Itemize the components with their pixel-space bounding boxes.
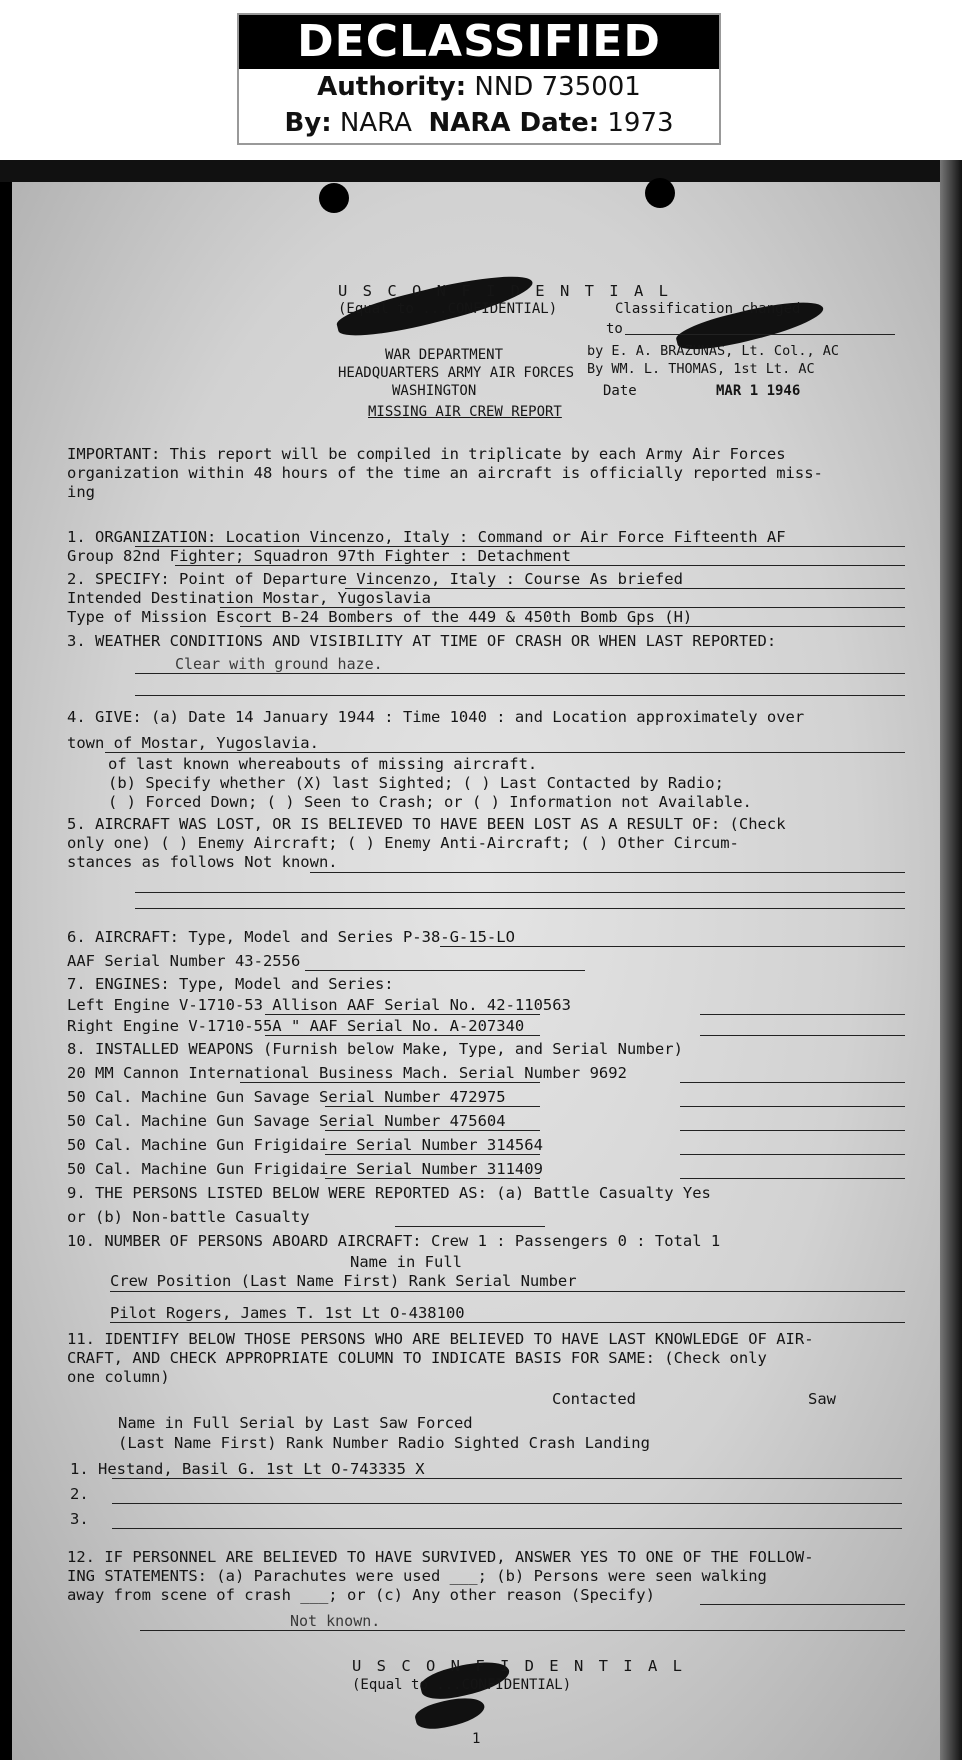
rule xyxy=(135,695,905,696)
item-2-departure: 2. SPECIFY: Point of Departure Vincenzo, Italy : Course As briefed xyxy=(67,570,683,588)
rule xyxy=(112,1478,902,1479)
item-12-statements: ING STATEMENTS: (a) Parachutes were used ___; (b) Persons were seen walking xyxy=(67,1567,767,1585)
rule xyxy=(240,1082,540,1083)
rule xyxy=(110,1322,905,1323)
weapon-mg-3: 50 Cal. Machine Gun Frigidaire Serial Number 314564 xyxy=(67,1136,543,1154)
rule xyxy=(265,1014,540,1015)
item-7-right-engine: Right Engine V-1710-55A " AAF Serial No. A-207340 xyxy=(67,1017,525,1035)
rule xyxy=(265,1035,540,1036)
weapon-mg-2: 50 Cal. Machine Gun Savage Serial Number 475604 xyxy=(67,1112,506,1130)
item-11-column: one column) xyxy=(67,1368,170,1386)
important-line-2: organization within 48 hours of the time an aircraft is officially reported miss- xyxy=(67,464,823,482)
item-12-other: away from scene of crash ___; or (c) Any other reason (Specify) xyxy=(67,1586,655,1604)
declassified-stamp xyxy=(237,13,721,145)
weapon-mg-4: 50 Cal. Machine Gun Frigidaire Serial Number 311409 xyxy=(67,1160,543,1178)
report-title: MISSING AIR CREW REPORT xyxy=(368,404,562,420)
crew-header-row: Crew Position (Last Name First) Rank Serial Number xyxy=(110,1272,577,1290)
stamp-by: By: NARA NARA Date: 1973 xyxy=(284,108,674,138)
item-11-identify: 11. IDENTIFY BELOW THOSE PERSONS WHO ARE BELIEVED TO HAVE LAST KNOWLEDGE OF AIR- xyxy=(67,1330,814,1348)
rule xyxy=(175,565,905,566)
crew-row-pilot: Pilot Rogers, James T. 1st Lt O-438100 xyxy=(110,1304,465,1322)
weapon-mg-1: 50 Cal. Machine Gun Savage Serial Number 472975 xyxy=(67,1088,506,1106)
classification-to: to xyxy=(606,321,623,337)
important-line-1: IMPORTANT: This report will be compiled in triplicate by each Army Air Forces xyxy=(67,445,786,463)
stamp-title: DECLASSIFIED xyxy=(239,15,719,69)
item-12-survived: 12. IF PERSONNEL ARE BELIEVED TO HAVE SURVIVED, ANSWER YES TO ONE OF THE FOLLOW- xyxy=(67,1548,814,1566)
rule xyxy=(110,1291,905,1292)
item-4-options: ( ) Forced Down; ( ) Seen to Crash; or ( ) Information not Available. xyxy=(108,793,752,811)
rule xyxy=(105,752,905,753)
item-5-circumstances: stances as follows Not known. xyxy=(67,853,338,871)
item-6-serial: AAF Serial Number 43-2556 xyxy=(67,952,301,970)
item-11-check: CRAFT, AND CHECK APPROPRIATE COLUMN TO INDICATE BASIS FOR SAME: (Check only xyxy=(67,1349,767,1367)
item-5-cause: 5. AIRCRAFT WAS LOST, OR IS BELIEVED TO HAVE BEEN LOST AS A RESULT OF: (Check xyxy=(67,815,786,833)
item-7-engines: 7. ENGINES: Type, Model and Series: xyxy=(67,975,394,993)
item-12-value: Not known. xyxy=(290,1612,381,1630)
rule xyxy=(135,892,905,893)
classification-sub: (Equal to ...CONFIDENTIAL) xyxy=(338,301,558,317)
rule xyxy=(140,1630,905,1631)
classification-top: U S C O N F I D E N T I A L xyxy=(338,282,671,300)
item-5-options: only one) ( ) Enemy Aircraft; ( ) Enemy Anti-Aircraft; ( ) Other Circum- xyxy=(67,834,739,852)
classification-date-label: Date xyxy=(603,383,637,399)
item-1-group: Group 82nd Fighter; Squadron 97th Fighter : Detachment xyxy=(67,547,571,565)
rule xyxy=(112,1528,902,1529)
item-10-persons-aboard: 10. NUMBER OF PERSONS ABOARD AIRCRAFT: Crew 1 : Passengers 0 : Total 1 xyxy=(67,1232,721,1250)
washington: WASHINGTON xyxy=(392,383,477,399)
item-4-location-cont: town of Mostar, Yugoslavia. xyxy=(67,734,319,752)
rule xyxy=(325,1178,540,1179)
col-saw: Saw xyxy=(808,1390,836,1408)
item-2-mission: Type of Mission Escort B-24 Bombers of the 449 & 450th Bomb Gps (H) xyxy=(67,608,693,626)
item-4-specify: (b) Specify whether (X) last Sighted; ( ) Last Contacted by Radio; xyxy=(108,774,724,792)
item-3-weather: 3. WEATHER CONDITIONS AND VISIBILITY AT TIME OF CRASH OR WHEN LAST REPORTED: xyxy=(67,632,777,650)
table-row-1: 1. Hestand, Basil G. 1st Lt O-743335 X xyxy=(70,1460,425,1478)
rule xyxy=(220,607,905,608)
punch-hole xyxy=(645,178,675,208)
rule xyxy=(680,1130,905,1131)
war-department: WAR DEPARTMENT xyxy=(385,347,504,363)
rule xyxy=(700,1035,905,1036)
rule xyxy=(112,1503,902,1504)
rule xyxy=(680,1178,905,1179)
page-number: 1 xyxy=(472,1731,481,1747)
hq-army-air-forces: HEADQUARTERS ARMY AIR FORCES xyxy=(338,365,575,381)
classification-changed: Classification changed xyxy=(615,301,801,317)
item-7-left-engine: Left Engine V-1710-53 Allison AAF Serial No. 42-110563 xyxy=(67,996,571,1014)
item-8-weapons: 8. INSTALLED WEAPONS (Furnish below Make, Type, and Serial Number) xyxy=(67,1040,683,1058)
rule xyxy=(325,1130,540,1131)
table-header-2: (Last Name First) Rank Number Radio Sighted Crash Landing xyxy=(118,1434,650,1452)
item-6-aircraft: 6. AIRCRAFT: Type, Model and Series P-38-G-15-LO xyxy=(67,928,515,946)
footer-classification: U S C O N F I D E N T I A L xyxy=(352,1657,685,1675)
item-4-whereabouts: of last known whereabouts of missing aircraft. xyxy=(108,755,538,773)
rule xyxy=(135,908,905,909)
item-1-organization: 1. ORGANIZATION: Location Vincenzo, Italy : Command or Air Force Fifteenth AF xyxy=(67,528,786,546)
rule xyxy=(135,546,905,547)
rule xyxy=(310,872,905,873)
scan-edge xyxy=(0,160,962,182)
classification-date-value: MAR 1 1946 xyxy=(716,383,801,399)
item-9-non-battle: or (b) Non-battle Casualty xyxy=(67,1208,310,1226)
punch-hole xyxy=(319,183,349,213)
crew-header-name: Name in Full xyxy=(350,1253,462,1271)
weapon-cannon: 20 MM Cannon International Business Mach. Serial Number 9692 xyxy=(67,1064,627,1082)
to-line xyxy=(625,334,895,335)
classification-by1: by E. A. BRAZUNAS, Lt. Col., AC xyxy=(587,343,839,359)
rule xyxy=(700,1014,905,1015)
weather-value: Clear with ground haze. xyxy=(175,655,383,673)
rule xyxy=(345,588,905,589)
footer-classification-sub: (Equal to ...CONFIDENTIAL) xyxy=(352,1677,572,1693)
rule xyxy=(325,1154,540,1155)
rule xyxy=(135,673,905,674)
rule xyxy=(325,1106,540,1107)
item-2-destination: Intended Destination Mostar, Yugoslavia xyxy=(67,589,431,607)
rule xyxy=(440,946,905,947)
item-9-casualty: 9. THE PERSONS LISTED BELOW WERE REPORTED AS: (a) Battle Casualty Yes xyxy=(67,1184,711,1202)
table-row-2: 2. xyxy=(70,1485,89,1503)
rule xyxy=(680,1154,905,1155)
rule xyxy=(240,626,905,627)
important-line-3: ing xyxy=(67,483,95,501)
rule xyxy=(680,1082,905,1083)
rule xyxy=(395,1226,545,1227)
classification-by2: By WM. L. THOMAS, 1st Lt. AC xyxy=(587,361,815,377)
table-header-1: Name in Full Serial by Last Saw Forced xyxy=(118,1414,473,1432)
stamp-authority: Authority: NND 735001 xyxy=(317,72,641,102)
table-row-3: 3. xyxy=(70,1510,89,1528)
rule xyxy=(680,1106,905,1107)
rule xyxy=(700,1604,905,1605)
col-contacted: Contacted xyxy=(552,1390,636,1408)
rule xyxy=(305,970,585,971)
item-4-date-time-location: 4. GIVE: (a) Date 14 January 1944 : Time 1040 : and Location approximately over xyxy=(67,708,805,726)
scanned-report-page xyxy=(0,160,962,1760)
